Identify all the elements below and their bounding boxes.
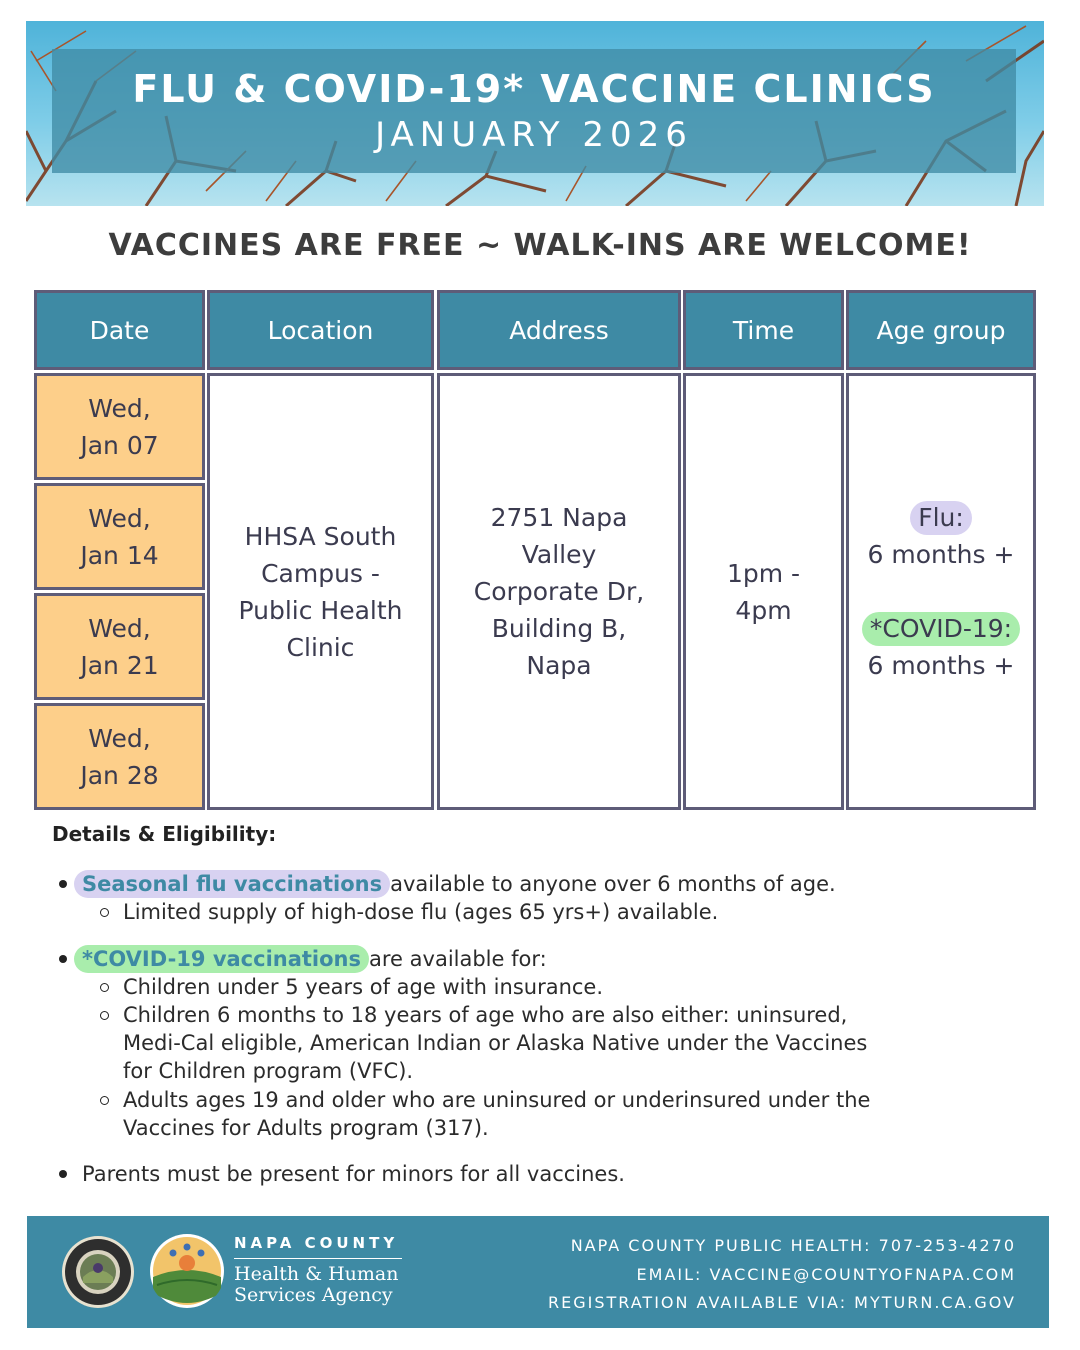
header-date: Date [34, 290, 205, 370]
agency-divider [234, 1258, 402, 1259]
time-line: 1pm - [726, 558, 801, 588]
flu-pill: Flu: [910, 501, 972, 535]
bullet-icon [59, 1170, 67, 1178]
address-line: Napa [526, 651, 592, 680]
header-time: Time [683, 290, 844, 370]
banner-title-box [52, 49, 1016, 173]
date-day: Wed, [88, 393, 151, 423]
footer [27, 1216, 1049, 1328]
date-cell [34, 703, 205, 810]
covid-sub-line: Medi-Cal eligible, American Indian or Alaska Native under the Vaccines [123, 1031, 868, 1055]
address-line: Valley [521, 540, 597, 569]
flu-highlight: Seasonal flu vaccinations [74, 870, 390, 898]
covid-sub-line: Children 6 months to 18 years of age who are also either: uninsured, [123, 1003, 848, 1027]
flu-bullet [74, 870, 836, 898]
sub-bullet-icon [100, 908, 109, 917]
date-value: Jan 28 [80, 760, 159, 790]
date-value: Jan 07 [80, 430, 159, 460]
agency-name [234, 1264, 398, 1306]
bullet-icon [59, 880, 67, 888]
phone-contact: NAPA COUNTY PUBLIC HEALTH: 707-253-4270 [570, 1236, 1016, 1255]
flu-text: available to anyone over 6 months of age. [390, 872, 836, 896]
header-address: Address [437, 290, 681, 370]
date-day: Wed, [88, 723, 151, 753]
parents-bullet: Parents must be present for minors for all vaccines. [82, 1162, 625, 1186]
date-day: Wed, [88, 503, 151, 533]
header-banner [26, 21, 1044, 206]
location-line: Campus - [261, 558, 380, 588]
agency-county: NAPA COUNTY [234, 1234, 399, 1252]
county-seal-icon [61, 1235, 135, 1309]
location-line: Public Health [238, 595, 403, 625]
location-cell [207, 373, 434, 810]
date-day: Wed, [88, 613, 151, 643]
flu-age-value: 6 months + [867, 540, 1015, 569]
sub-bullet-icon [100, 1096, 109, 1105]
banner-title: FLU & COVID-19* VACCINE CLINICS [132, 67, 936, 111]
date-cell [34, 483, 205, 590]
covid-sub-bullet [123, 1001, 867, 1085]
covid-age-value: 6 months + [867, 651, 1015, 680]
hhsa-logo-icon [149, 1233, 225, 1309]
location-line: HHSA South [244, 521, 397, 551]
date-cell [34, 373, 205, 480]
covid-sub-bullet: Children under 5 years of age with insurance. [123, 975, 604, 999]
date-value: Jan 14 [80, 540, 159, 570]
tagline: VACCINES ARE FREE ~ WALK-INS ARE WELCOME! [108, 228, 972, 263]
date-value: Jan 21 [80, 650, 159, 680]
address-cell [437, 373, 681, 810]
address-line: 2751 Napa [490, 503, 628, 532]
flu-sub-bullet: Limited supply of high-dose flu (ages 65 yrs+) available. [123, 900, 719, 924]
covid-sub-bullet [123, 1086, 870, 1142]
address-line: Corporate Dr, [473, 577, 645, 606]
covid-pill: *COVID-19: [862, 612, 1020, 646]
covid-bullet [74, 945, 547, 973]
time-line: 4pm [735, 595, 792, 625]
location-line: Clinic [286, 632, 355, 662]
covid-text: are available for: [369, 947, 547, 971]
covid-sub-line: Adults ages 19 and older who are uninsured or underinsured under the [123, 1088, 871, 1112]
header-age-group: Age group [846, 290, 1036, 370]
covid-sub-line: for Children program (VFC). [123, 1059, 414, 1083]
covid-highlight: *COVID-19 vaccinations [74, 945, 369, 973]
details-title: Details & Eligibility: [52, 822, 277, 846]
sub-bullet-icon [100, 983, 109, 992]
banner-subtitle: JANUARY 2026 [375, 115, 693, 155]
address-line: Building B, [491, 614, 627, 643]
agency-name-line: Services Agency [234, 1284, 393, 1306]
time-cell [683, 373, 844, 810]
covid-sub-line: Vaccines for Adults program (317). [123, 1116, 489, 1140]
date-cell [34, 593, 205, 700]
registration-contact: REGISTRATION AVAILABLE VIA: MYTURN.CA.GOV [547, 1293, 1016, 1312]
header-location: Location [207, 290, 434, 370]
bullet-icon [59, 955, 67, 963]
age-group-cell [846, 373, 1036, 810]
email-contact: EMAIL: VACCINE@COUNTYOFNAPA.COM [636, 1265, 1016, 1284]
agency-name-line: Health & Human [234, 1263, 399, 1285]
sub-bullet-icon [100, 1011, 109, 1020]
